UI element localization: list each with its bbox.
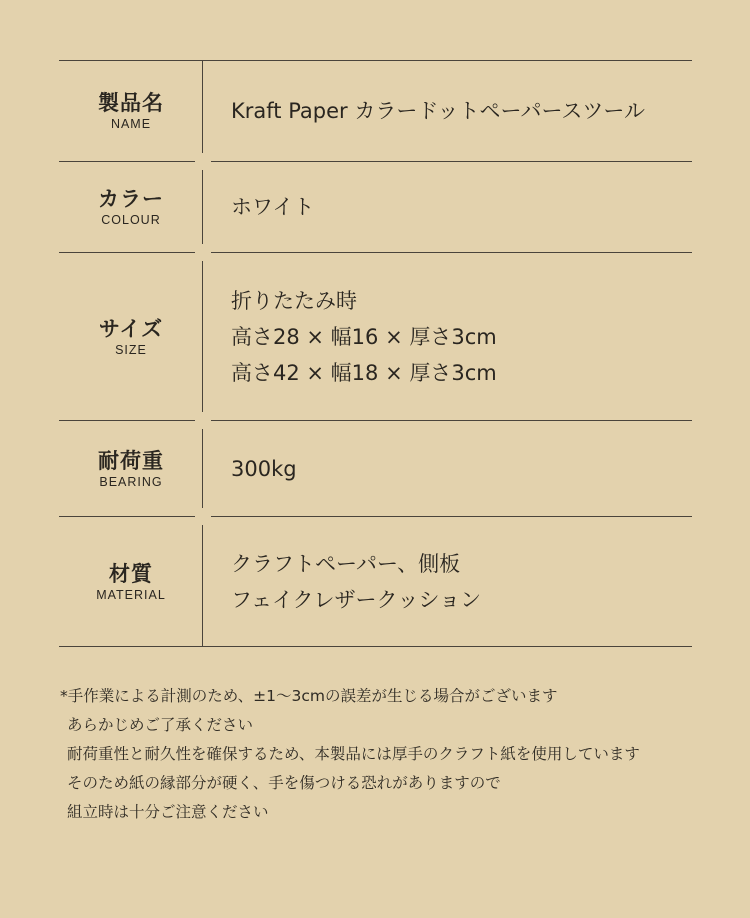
spec-label-jp: カラー [98,187,164,211]
spec-row-material [59,517,692,647]
spec-label-cell [59,517,203,646]
spec-value-line: Kraft Paper カラードットペーパースツール [231,99,645,123]
spec-value-cell [203,61,692,161]
spec-value-line: 高さ28 × 幅16 × 厚さ3cm [231,324,497,349]
spec-row-size [59,253,692,421]
note-line: 耐荷重性と耐久性を確保するため、本製品には厚手のクラフト紙を使用しています [67,745,640,763]
spec-label-en: COLOUR [101,213,161,227]
spec-value-cell [203,162,692,252]
spec-value-line: クラフトペーパー、側板 [231,551,461,576]
note-line: あらかじめご了承ください [67,716,254,734]
spec-value-line: ホワイト [231,195,315,219]
divider [202,170,203,244]
spec-value-line: 高さ42 × 幅18 × 厚さ3cm [231,360,497,385]
divider [202,61,203,153]
spec-value-cell [203,421,692,516]
spec-label-cell [59,61,203,161]
note-line: そのため紙の縁部分が硬く、手を傷つける恐れがありますので [67,774,501,792]
spec-value-line: 折りたたみ時 [231,288,357,313]
spec-label-en: SIZE [115,342,147,357]
spec-label-en: MATERIAL [96,587,166,602]
notes [60,682,720,827]
note-line: *手作業による計測のため、±1～3cmの誤差が生じる場合がございます [60,687,558,705]
divider [202,429,203,508]
spec-label-cell [59,421,203,516]
spec-label-cell [59,253,203,420]
spec-value-cell [203,253,692,420]
note-line: 組立時は十分ご注意ください [67,803,269,821]
spec-value-line: フェイクレザークッション [231,587,482,612]
spec-label-jp: 製品名 [98,91,164,115]
spec-label-jp: サイズ [98,316,164,341]
spec-table [59,60,692,647]
spec-row-name [59,61,692,162]
spec-row-bearing [59,421,692,517]
divider [202,525,203,646]
spec-label-en: BEARING [99,474,163,489]
spec-label-jp: 材質 [109,561,153,586]
divider [202,261,203,412]
spec-value-cell [203,517,692,646]
spec-label-cell [59,162,203,252]
spec-label-jp: 耐荷重 [98,448,164,473]
spec-label-en: NAME [110,117,152,131]
spec-row-colour [59,162,692,253]
spec-value-line: 300kg [231,456,297,481]
